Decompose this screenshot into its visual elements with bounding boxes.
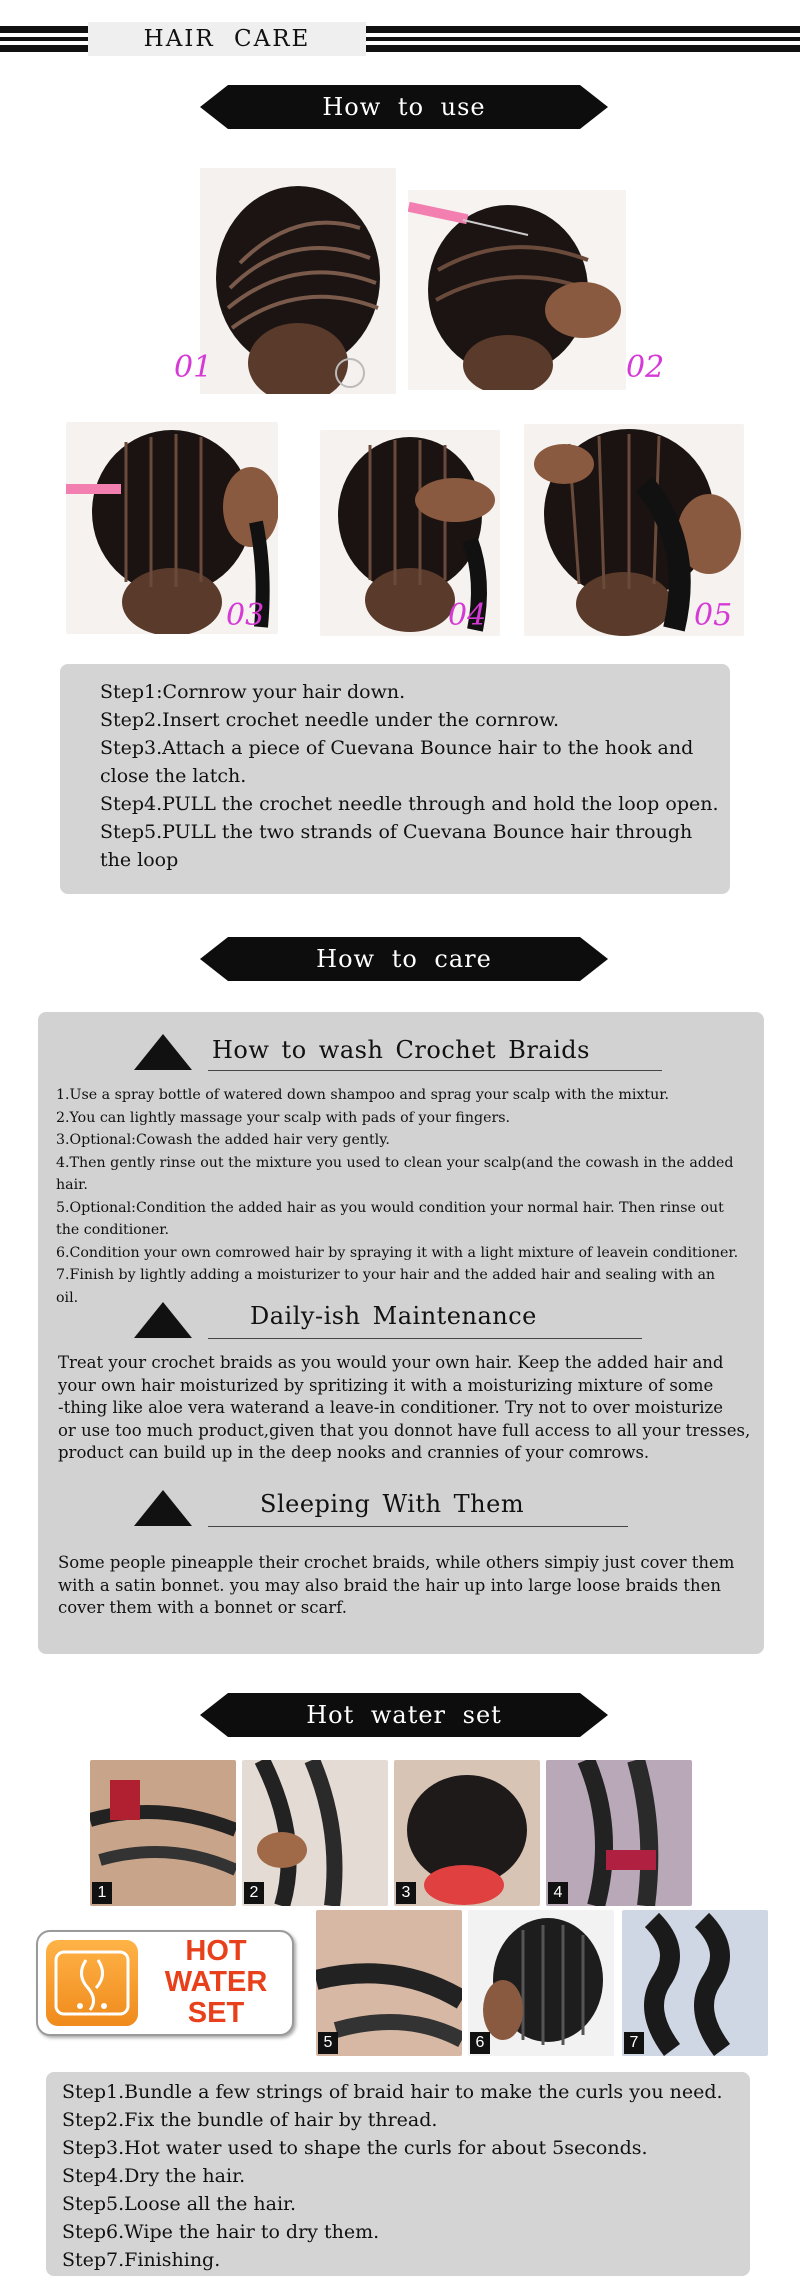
- thumb-number: 2: [244, 1882, 264, 1904]
- hot-water-step-line: Step1.Bundle a few strings of braid hair to make the curls you need.: [62, 2081, 723, 2103]
- hot-water-thumb-7: [622, 1910, 768, 2056]
- thumb-number: 6: [470, 2032, 490, 2054]
- use-step-line: Step4.PULL the crochet needle through and hold the loop open.: [100, 793, 719, 815]
- daily-line: your own hair moisturized by spritizing it with a moisturizing mixture of some: [58, 1375, 714, 1395]
- step-number: 02: [626, 350, 665, 385]
- daily-line: product can build up in the deep nooks and crannies of your comrows.: [58, 1443, 650, 1463]
- section-title: Hot water set: [306, 1701, 502, 1729]
- wash-line: 2.You can lightly massage your scalp with pads of your fingers.: [56, 1109, 511, 1126]
- triangle-icon: [132, 1032, 194, 1072]
- step-photo-2: [408, 190, 626, 390]
- use-step-line: Step3.Attach a piece of Cuevana Bounce hair to the hook and: [100, 737, 694, 759]
- cornrow-photo-image: [200, 168, 396, 394]
- daily-heading: [132, 1300, 672, 1340]
- wash-heading: [132, 1032, 672, 1072]
- hot-water-step-line: Step3.Hot water used to shape the curls for about 5seconds.: [62, 2137, 648, 2159]
- wash-line: 1.Use a spray bottle of watered down shampoo and sprag your scalp with the mixtur.: [56, 1087, 669, 1103]
- wash-line: the conditioner.: [56, 1222, 170, 1238]
- daily-line: Treat your crochet braids as you would your own hair. Keep the added hair and: [58, 1353, 724, 1372]
- page-title: HAIR CARE: [88, 22, 366, 56]
- wash-line: 7.Finish by lightly adding a moisturizer to your hair and the added hair and sealing with an: [56, 1267, 716, 1283]
- hot-water-thumb-4: [546, 1760, 692, 1906]
- daily-title: Daily-ish Maintenance: [250, 1302, 537, 1330]
- hot-water-thumb-3: [394, 1760, 540, 1906]
- wash-instructions: [56, 1084, 756, 1309]
- page-header: [0, 22, 800, 56]
- hot-water-step-line: Step5.Loose all the hair.: [62, 2193, 297, 2215]
- wash-line: 6.Condition your own comrowed hair by spraying it with a light mixture of leavein conditioner.: [56, 1244, 739, 1261]
- thumb-number: 7: [624, 2032, 644, 2054]
- sleeping-title: Sleeping With Them: [260, 1490, 525, 1518]
- hot-water-thumb-2: [242, 1760, 388, 1906]
- section-title: How to use: [322, 93, 486, 121]
- heading-rule: [208, 1526, 628, 1527]
- use-steps-box: [60, 664, 730, 894]
- hot-water-steps-box: [46, 2072, 750, 2276]
- thumb-number: 3: [396, 1882, 416, 1904]
- daily-text: [58, 1352, 758, 1465]
- step-number: 05: [694, 598, 733, 633]
- hot-water-thumb-1: [90, 1760, 236, 1906]
- section-banner-how-to-care: [200, 937, 608, 981]
- section-banner-hot-water-set: [200, 1693, 608, 1737]
- step-photo-1: [200, 168, 396, 394]
- hot-water-step-line: Step2.Fix the bundle of hair by thread.: [62, 2109, 438, 2131]
- section-banner-how-to-use: [200, 85, 608, 129]
- thumb-number: 1: [92, 1882, 112, 1904]
- thumb-number: 4: [548, 1882, 568, 1904]
- hot-water-step-line: Step7.Finishing.: [62, 2249, 221, 2271]
- use-step-line: the loop: [100, 849, 179, 871]
- hot-water-step-line: Step4.Dry the hair.: [62, 2165, 246, 2187]
- triangle-icon: [132, 1488, 194, 1528]
- sleeping-heading: [132, 1488, 672, 1528]
- hot-water-thumb-5: [316, 1910, 462, 2056]
- badge-text: [146, 1936, 286, 2029]
- heading-rule: [208, 1070, 662, 1071]
- hot-water-step-line: Step6.Wipe the hair to dry them.: [62, 2221, 380, 2243]
- sleeping-line: with a satin bonnet. you may also braid the hair up into large loose braids then: [58, 1575, 721, 1595]
- use-step-line: close the latch.: [100, 765, 247, 787]
- hair-steam-icon: [46, 1940, 138, 2026]
- wash-line: hair.: [56, 1177, 88, 1193]
- step-number: 01: [174, 350, 213, 385]
- badge-line: WATER: [164, 1966, 268, 1998]
- sleeping-text: [58, 1552, 758, 1620]
- step-number: 03: [226, 598, 265, 633]
- use-step-line: Step1:Cornrow your hair down.: [100, 681, 406, 703]
- use-step-line: Step2.Insert crochet needle under the cornrow.: [100, 709, 560, 731]
- step-number: 04: [448, 598, 487, 633]
- hot-water-thumb-6: [468, 1910, 614, 2056]
- daily-line: or use too much product,given that you donnot have full access to all your tresses,: [58, 1420, 751, 1440]
- heading-rule: [208, 1338, 642, 1339]
- badge-line: HOT: [185, 1935, 247, 1967]
- steam-icon-graphic: [46, 1940, 138, 2026]
- crochet-needle-photo-image: [408, 190, 626, 390]
- triangle-icon: [132, 1300, 194, 1340]
- wash-line: 4.Then gently rinse out the mixture you used to clean your scalp(and the cowash in the added: [56, 1154, 734, 1171]
- daily-line: -thing like aloe vera waterand a leave-in conditioner. Try not to over moisturize: [58, 1398, 724, 1418]
- section-title: How to care: [316, 945, 492, 973]
- sleeping-line: cover them with a bonnet or scarf.: [58, 1598, 347, 1618]
- wash-title: How to wash Crochet Braids: [212, 1036, 590, 1064]
- badge-line: SET: [187, 1997, 245, 2029]
- wash-line: 3.Optional:Cowash the added hair very gently.: [56, 1132, 390, 1148]
- wash-line: 5.Optional:Condition the added hair as you would condition your normal hair. Then rinse out: [56, 1199, 724, 1216]
- care-panel: [38, 1012, 764, 1654]
- sleeping-line: Some people pineapple their crochet braids, while others simpiy just cover them: [58, 1553, 735, 1572]
- use-step-line: Step5.PULL the two strands of Cuevana Bounce hair through: [100, 821, 693, 843]
- hot-water-set-badge: [36, 1930, 294, 2036]
- wash-line: oil.: [56, 1289, 79, 1306]
- thumb-number: 5: [318, 2032, 338, 2054]
